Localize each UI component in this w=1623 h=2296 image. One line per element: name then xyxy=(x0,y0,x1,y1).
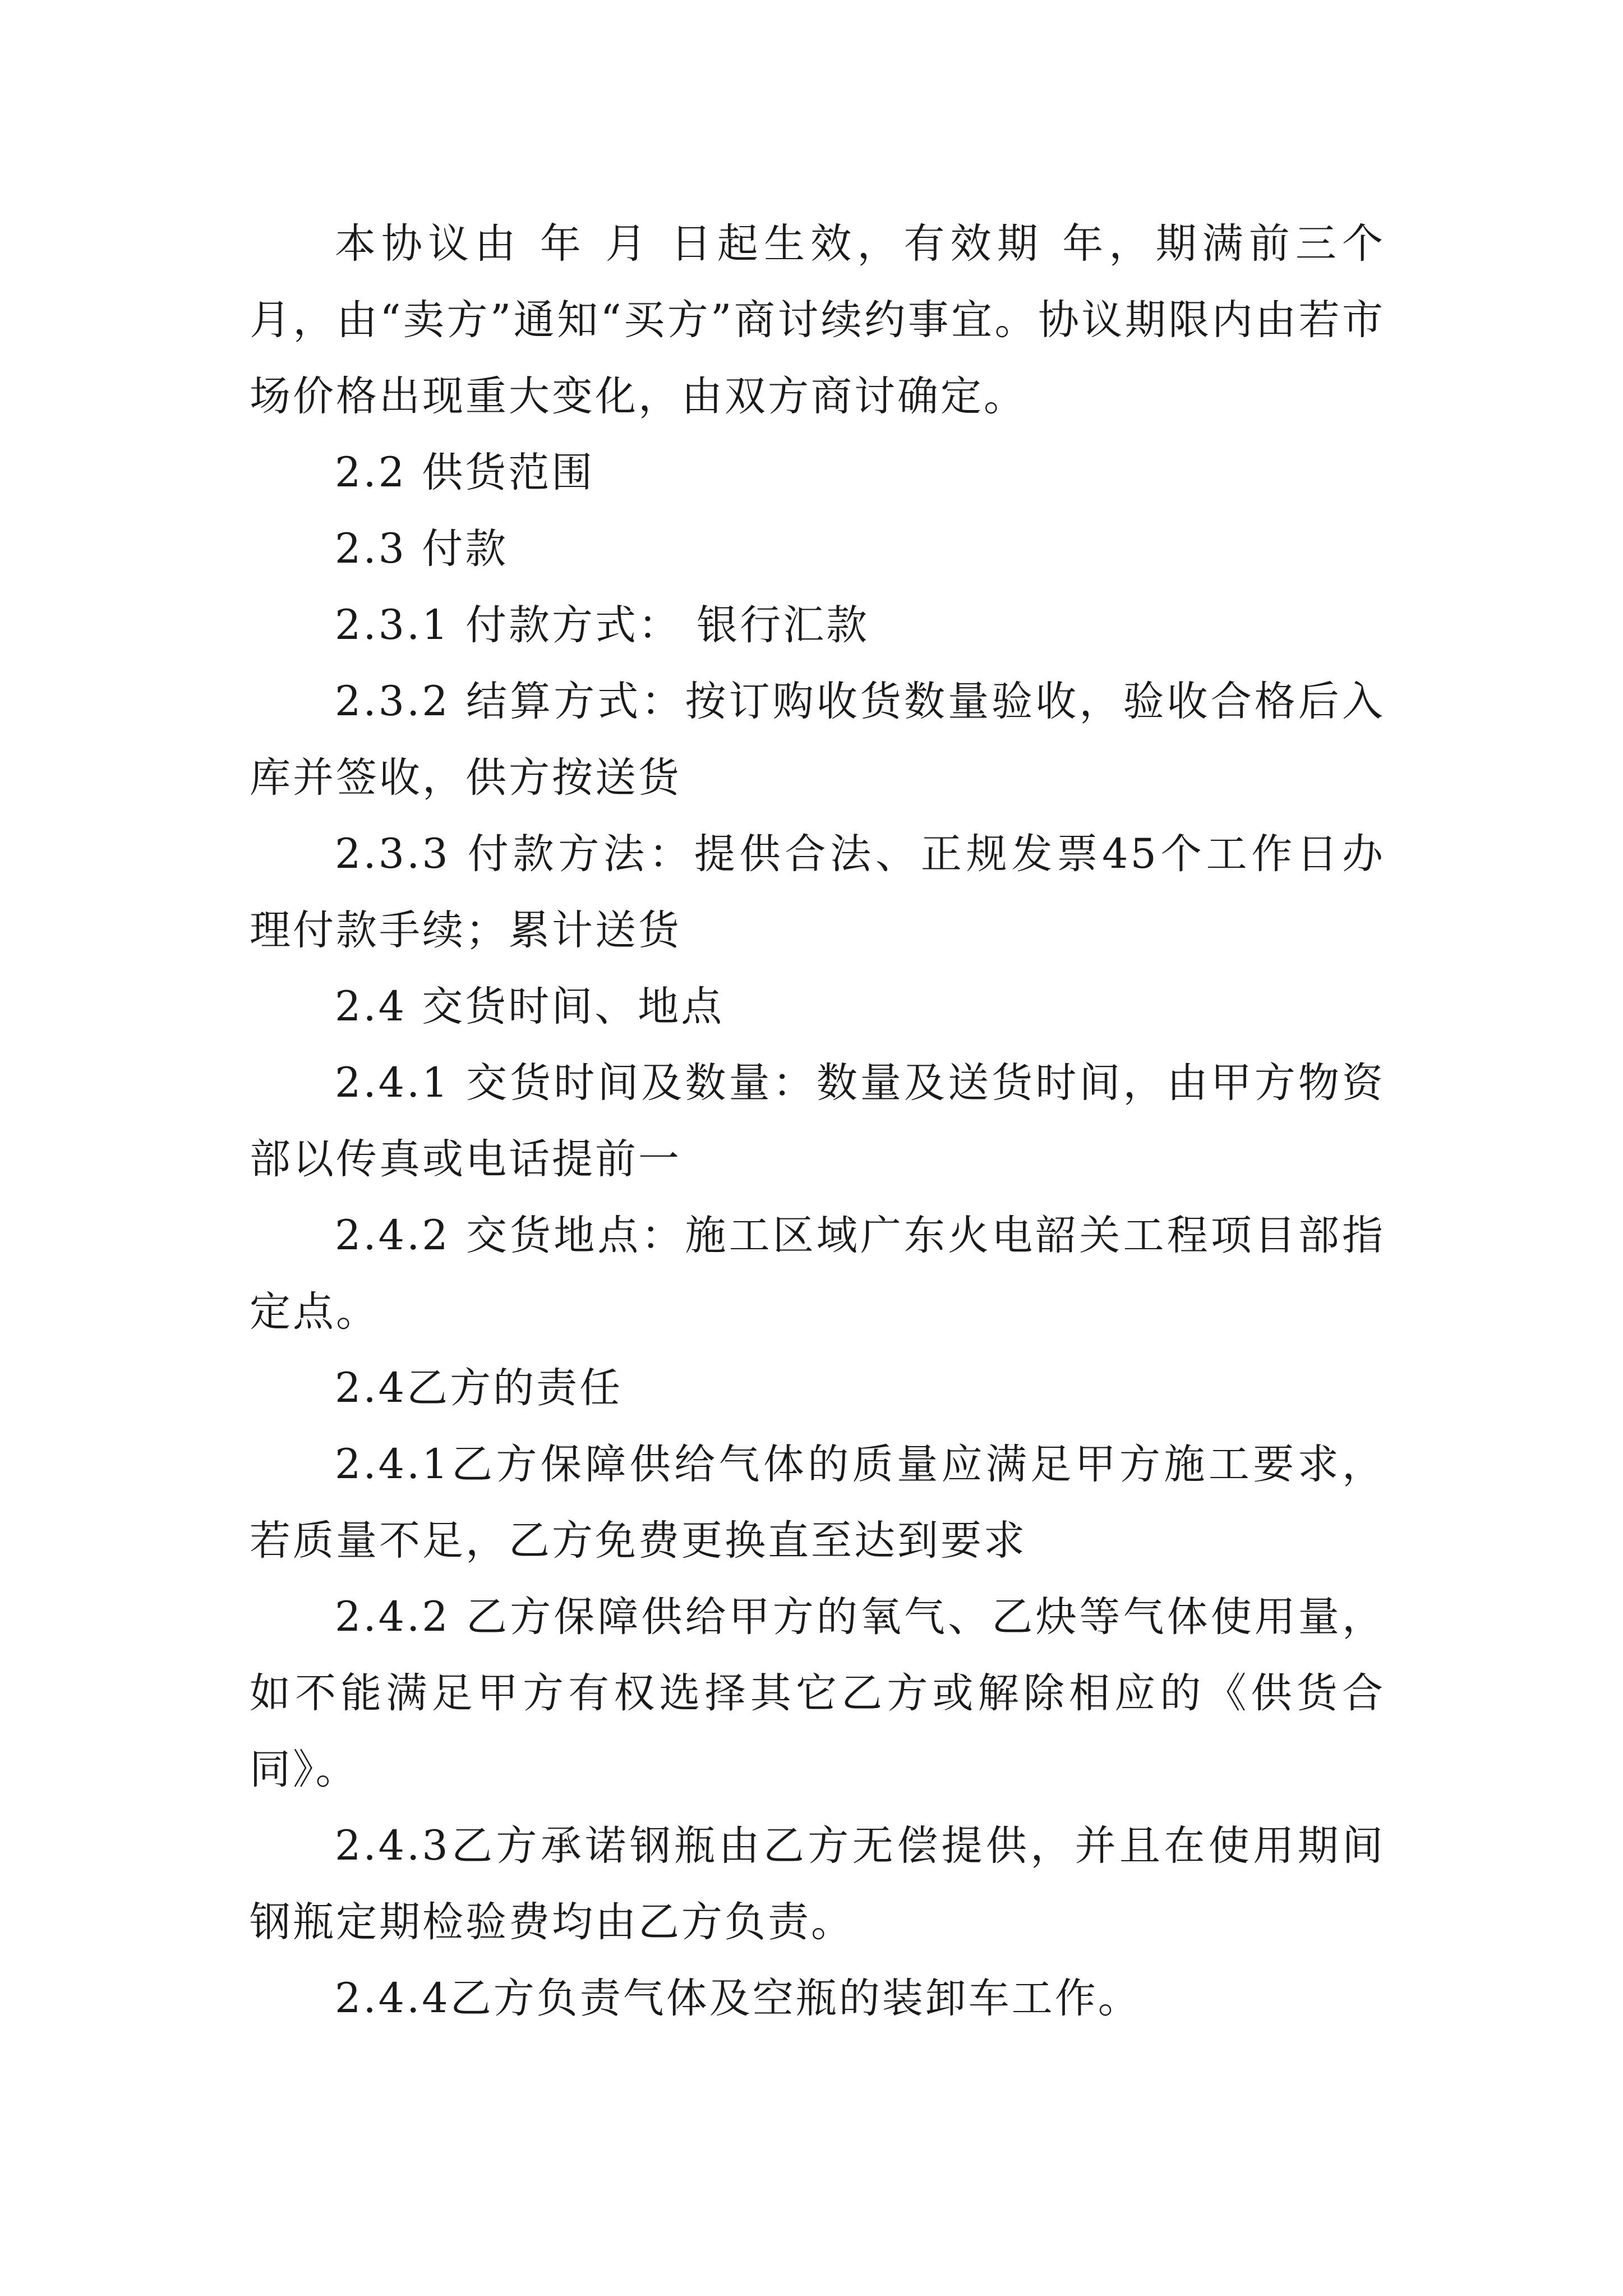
paragraph-effective-period: 本协议由 年 月 日起生效，有效期 年，期满前三个月，由“卖方”通知“买方”商讨续约事宜。协议期限内由若市场价格出现重大变化，由双方商讨确定。 xyxy=(250,220,1385,420)
paragraph-cylinder-provision: 2.4.3乙方承诺钢瓶由乙方无偿提供，并且在使用期间钢瓶定期检验费均由乙方负责。 xyxy=(250,1822,1385,1946)
paragraph-gas-quality: 2.4.1乙方保障供给气体的质量应满足甲方施工要求，若质量不足，乙方免费更换直至达到要求 xyxy=(250,1441,1385,1565)
heading-party-b-responsibility: 2.4乙方的责任 xyxy=(335,1364,623,1412)
paragraph-gas-supply-volume: 2.4.2 乙方保障供给甲方的氧气、乙炔等气体使用量，如不能满足甲方有权选择其它乙方或解除相应的《供货合同》。 xyxy=(250,1593,1385,1793)
document-body xyxy=(250,206,1385,2037)
paragraph-payment-procedure: 2.3.3 付款方法：提供合法、正规发票45个工作日办理付款手续；累计送货 xyxy=(250,830,1385,954)
paragraph-payment-method: 2.3.1 付款方式： 银行汇款 xyxy=(335,601,870,649)
paragraph-loading-unloading: 2.4.4乙方负责气体及空瓶的装卸车工作。 xyxy=(335,1975,1141,2022)
paragraph-delivery-time-quantity: 2.4.1 交货时间及数量：数量及送货时间，由甲方物资部以传真或电话提前一 xyxy=(250,1059,1385,1183)
heading-payment: 2.3 付款 xyxy=(335,525,509,573)
heading-delivery-time-place: 2.4 交货时间、地点 xyxy=(335,983,725,1030)
paragraph-settlement-method: 2.3.2 结算方式：按订购收货数量验收，验收合格后入库并签收，供方按送货 xyxy=(250,678,1385,802)
heading-supply-scope: 2.2 供货范围 xyxy=(335,449,595,496)
paragraph-delivery-place: 2.4.2 交货地点：施工区域广东火电韶关工程项目部指定点。 xyxy=(250,1212,1385,1336)
